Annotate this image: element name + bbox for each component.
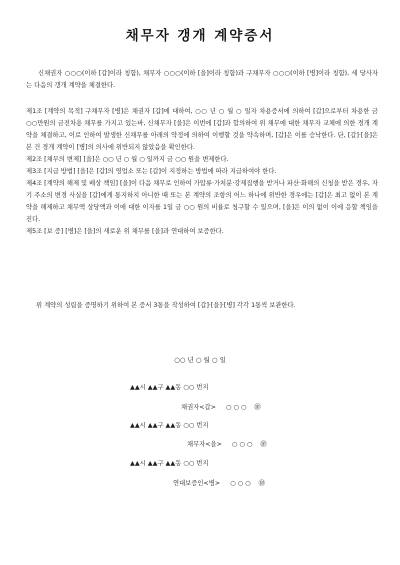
party-2-address: ▲▲시 ▲▲구 ▲▲동 ○○ 번지 xyxy=(130,422,209,429)
party-1-seal: ㊞ xyxy=(254,404,261,411)
party-3-role: 연대보증인<병> xyxy=(173,480,221,487)
articles-section xyxy=(26,106,378,238)
party-3-address: ▲▲시 ▲▲구 ▲▲동 ○○ 번지 xyxy=(130,460,209,467)
document-title: 채무자 갱개 계약증서 xyxy=(125,28,275,44)
article-1: 제1조 [계약의 목적] 구채무자 [병]은 채권자 [갑]에 대하여, ○○ 년 ○ 월 ○ 일자 차용증서에 의하여 [갑]으로부터 차용한 금 ○○만원의 금전차용 채무를 가지고 있는바, 신채무자 [을]은 이번에 [갑]과 합의하여 위 채무에 대한 채무자 교체에 의한 경개 계약을 체결하고, 이로 인하여 발생한 신채무를 아래의 약정에 의하여 이행할 것을 약속하며, [갑]은 이를 승낙한다. 단, [갑]·[을]은 본 건 경개 계약이 [병]의 의사에 위반되지 않았음을 확인한다. xyxy=(26,108,378,151)
party-2-signature xyxy=(187,439,267,448)
party-1-name: ○ ○ ○ xyxy=(225,404,247,411)
party-1-signature xyxy=(181,402,261,411)
party-2-role: 채무자<을> xyxy=(187,441,222,448)
intro-paragraph: 신채권자 ○○○(이하 [갑]이라 칭함), 채무자 ○○○(이하 [을]이라 칭함)과 구채무자 ○○○(이하 [병]이라 칭함), 세 당사자는 다음의 갱개 계약을 체결한다. xyxy=(26,70,378,89)
party-1-address: ▲▲시 ▲▲구 ▲▲동 ○○ 번지 xyxy=(130,384,209,391)
party-2-seal: ㊞ xyxy=(260,441,267,448)
party-3-signature xyxy=(173,478,265,487)
party-1-role: 채권자<갑> xyxy=(181,404,216,411)
party-3-seal: ㊞ xyxy=(258,480,265,487)
article-3: 제3조 [지급 방법] [을]은 [갑]의 영업소 또는 [갑]이 지정하는 방법에 따라 지급하여야 한다. xyxy=(26,168,277,175)
closing-paragraph: 위 계약의 성립을 증명하기 위하여 본 증서 3통을 작성하여 [갑]·[을]·[병] 각각 1통씩 보관한다. xyxy=(36,302,296,309)
party-3-name: ○ ○ ○ xyxy=(230,480,251,487)
article-2: 제2조 [채무의 변제] [을]은 ○○ 년 ○ 월 ○ 일까지 금 ○○ 원을 변제한다. xyxy=(26,156,229,163)
contract-date: ○○ 년 ○ 월 ○ 일 xyxy=(174,356,226,364)
party-2-name: ○ ○ ○ xyxy=(231,441,253,448)
article-4: 제4조 [계약의 해제 및 배상 책임] [을]이 다음 채무로 인하여 가압류·가처분·강제집행을 받거나 파산·화해의 신청을 받은 경우, 자기 주소의 변경 사실을 [갑]에게 통지하지 아니한 때 또는 본 계약의 조항의 어느 하나에 위반한 경우에는 [갑]은 최고 없이 본 계약을 해제하고 채무액 상당액과 이에 대한 이자를 1일 금 ○○ 원의 비율로 청구할 수 있으며, [을]은 이의 없이 이에 응할 책임을 진다. xyxy=(26,180,378,223)
article-5: 제5조 [보 증] [병]은 [을]의 새로운 위 채무를 [을]과 연대하여 보증한다. xyxy=(26,228,224,235)
